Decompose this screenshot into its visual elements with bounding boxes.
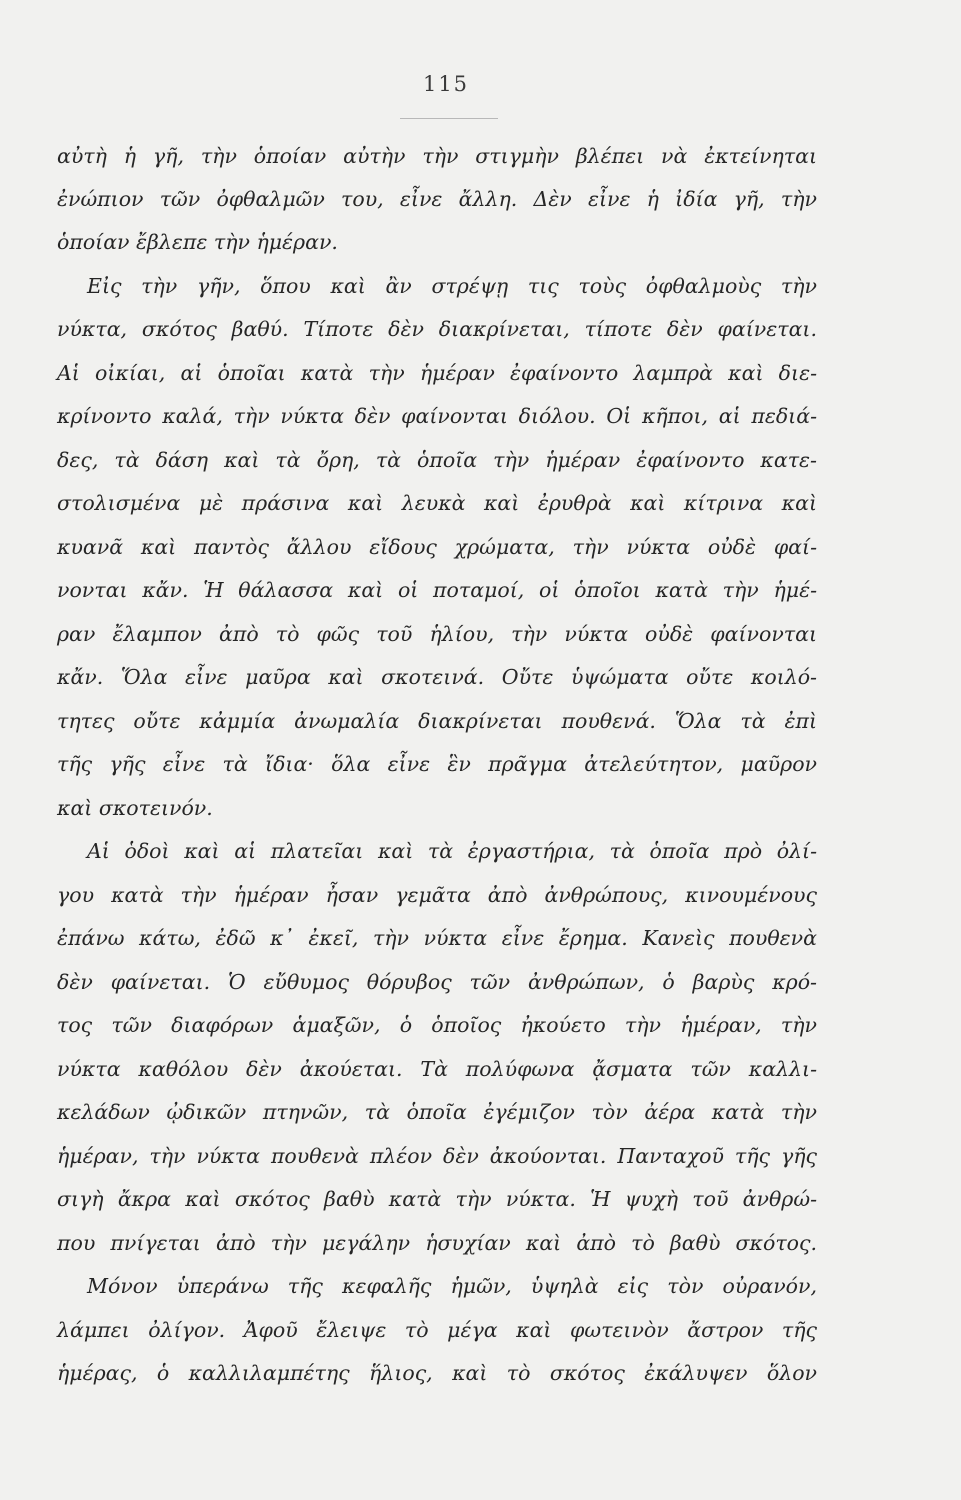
text-line: νύκτα καθόλου δὲν ἀκούεται. Τὰ πολύφωνα ᾄσματα τῶν καλλι- xyxy=(57,1057,817,1081)
header-rule xyxy=(400,118,498,119)
text-line: καὶ σκοτεινόν. xyxy=(57,796,213,820)
text-line: γου κατὰ τὴν ἡμέραν ἦσαν γεμᾶτα ἀπὸ ἀνθρώπους, κινουμένους xyxy=(57,883,817,907)
text-line: κρίνοντο καλά, τὴν νύκτα δὲν φαίνονται διόλου. Οἱ κῆποι, αἱ πεδιά- xyxy=(57,404,817,428)
text-line: Εἰς τὴν γῆν, ὅπου καὶ ἂν στρέψῃ τις τοὺς ὀφθαλμοὺς τὴν xyxy=(87,274,817,298)
text-line: λάμπει ὀλίγον. Ἀφοῦ ἔλειψε τὸ μέγα καὶ φωτεινὸν ἄστρον τῆς xyxy=(57,1318,817,1342)
text-line: ἡμέραν, τὴν νύκτα πουθενὰ πλέον δὲν ἀκούονται. Πανταχοῦ τῆς γῆς xyxy=(57,1144,817,1168)
text-line: Μόνον ὑπεράνω τῆς κεφαλῆς ἡμῶν, ὑψηλὰ εἰς τὸν οὐρανόν, xyxy=(87,1274,817,1298)
text-line: στολισμένα μὲ πράσινα καὶ λευκὰ καὶ ἐρυθρὰ καὶ κίτρινα καὶ xyxy=(57,491,817,515)
text-line: που πνίγεται ἀπὸ τὴν μεγάλην ἡσυχίαν καὶ ἀπὸ τὸ βαθὺ σκότος. xyxy=(57,1231,817,1255)
text-line: ραν ἔλαμπον ἀπὸ τὸ φῶς τοῦ ἡλίου, τὴν νύκτα οὐδὲ φαίνονται xyxy=(57,622,817,646)
text-line: ἐπάνω κάτω, ἐδῶ κ᾿ ἐκεῖ, τὴν νύκτα εἶνε ἔρημα. Κανεὶς πουθενὰ xyxy=(57,926,817,950)
text-line: τος τῶν διαφόρων ἁμαξῶν, ὁ ὁποῖος ἠκούετο τὴν ἡμέραν, τὴν xyxy=(57,1013,817,1037)
text-line: ὁποίαν ἔβλεπε τὴν ἡμέραν. xyxy=(57,230,338,254)
text-line: κἄν. Ὅλα εἶνε μαῦρα καὶ σκοτεινά. Οὔτε ὑψώματα οὔτε κοιλό- xyxy=(57,665,817,689)
text-line: νονται κἄν. Ἡ θάλασσα καὶ οἱ ποταμοί, οἱ ὁποῖοι κατὰ τὴν ἡμέ- xyxy=(57,578,817,602)
page-number: 115 xyxy=(422,72,470,96)
text-line: δὲν φαίνεται. Ὁ εὔθυμος θόρυβος τῶν ἀνθρώπων, ὁ βαρὺς κρό- xyxy=(57,970,817,994)
text-line: ἡμέρας, ὁ καλλιλαμπέτης ἥλιος, καὶ τὸ σκότος ἐκάλυψεν ὅλον xyxy=(57,1361,817,1385)
text-line: δες, τὰ δάση καὶ τὰ ὄρη, τὰ ὁποῖα τὴν ἡμέραν ἐφαίνοντο κατε- xyxy=(57,448,817,472)
text-line: κελάδων ᾠδικῶν πτηνῶν, τὰ ὁποῖα ἐγέμιζον τὸν ἀέρα κατὰ τὴν xyxy=(57,1100,817,1124)
text-line: ἐνώπιον τῶν ὀφθαλμῶν του, εἶνε ἄλλη. Δὲν εἶνε ἡ ἰδία γῆ, τὴν xyxy=(57,187,817,211)
text-line: αὐτὴ ἡ γῆ, τὴν ὁποίαν αὐτὴν τὴν στιγμὴν βλέπει νὰ ἐκτείνηται xyxy=(57,144,817,168)
text-line: σιγὴ ἄκρα καὶ σκότος βαθὺ κατὰ τὴν νύκτα. Ἡ ψυχὴ τοῦ ἀνθρώ- xyxy=(57,1187,817,1211)
text-line: τῆς γῆς εἶνε τὰ ἴδια· ὅλα εἶνε ἓν πρᾶγμα ἀτελεύτητον, μαῦρον xyxy=(57,752,817,776)
text-line: Αἱ οἰκίαι, αἱ ὁποῖαι κατὰ τὴν ἡμέραν ἐφαίνοντο λαμπρὰ καὶ διε- xyxy=(57,361,817,385)
text-line: νύκτα, σκότος βαθύ. Τίποτε δὲν διακρίνεται, τίποτε δὲν φαίνεται. xyxy=(57,317,817,341)
text-line: τητες οὔτε κἀμμία ἀνωμαλία διακρίνεται πουθενά. Ὅλα τὰ ἐπὶ xyxy=(57,709,817,733)
text-line: κυανᾶ καὶ παντὸς ἄλλου εἴδους χρώματα, τὴν νύκτα οὐδὲ φαί- xyxy=(57,535,817,559)
text-line: Αἱ ὁδοὶ καὶ αἱ πλατεῖαι καὶ τὰ ἐργαστήρια, τὰ ὁποῖα πρὸ ὀλί- xyxy=(87,839,817,863)
